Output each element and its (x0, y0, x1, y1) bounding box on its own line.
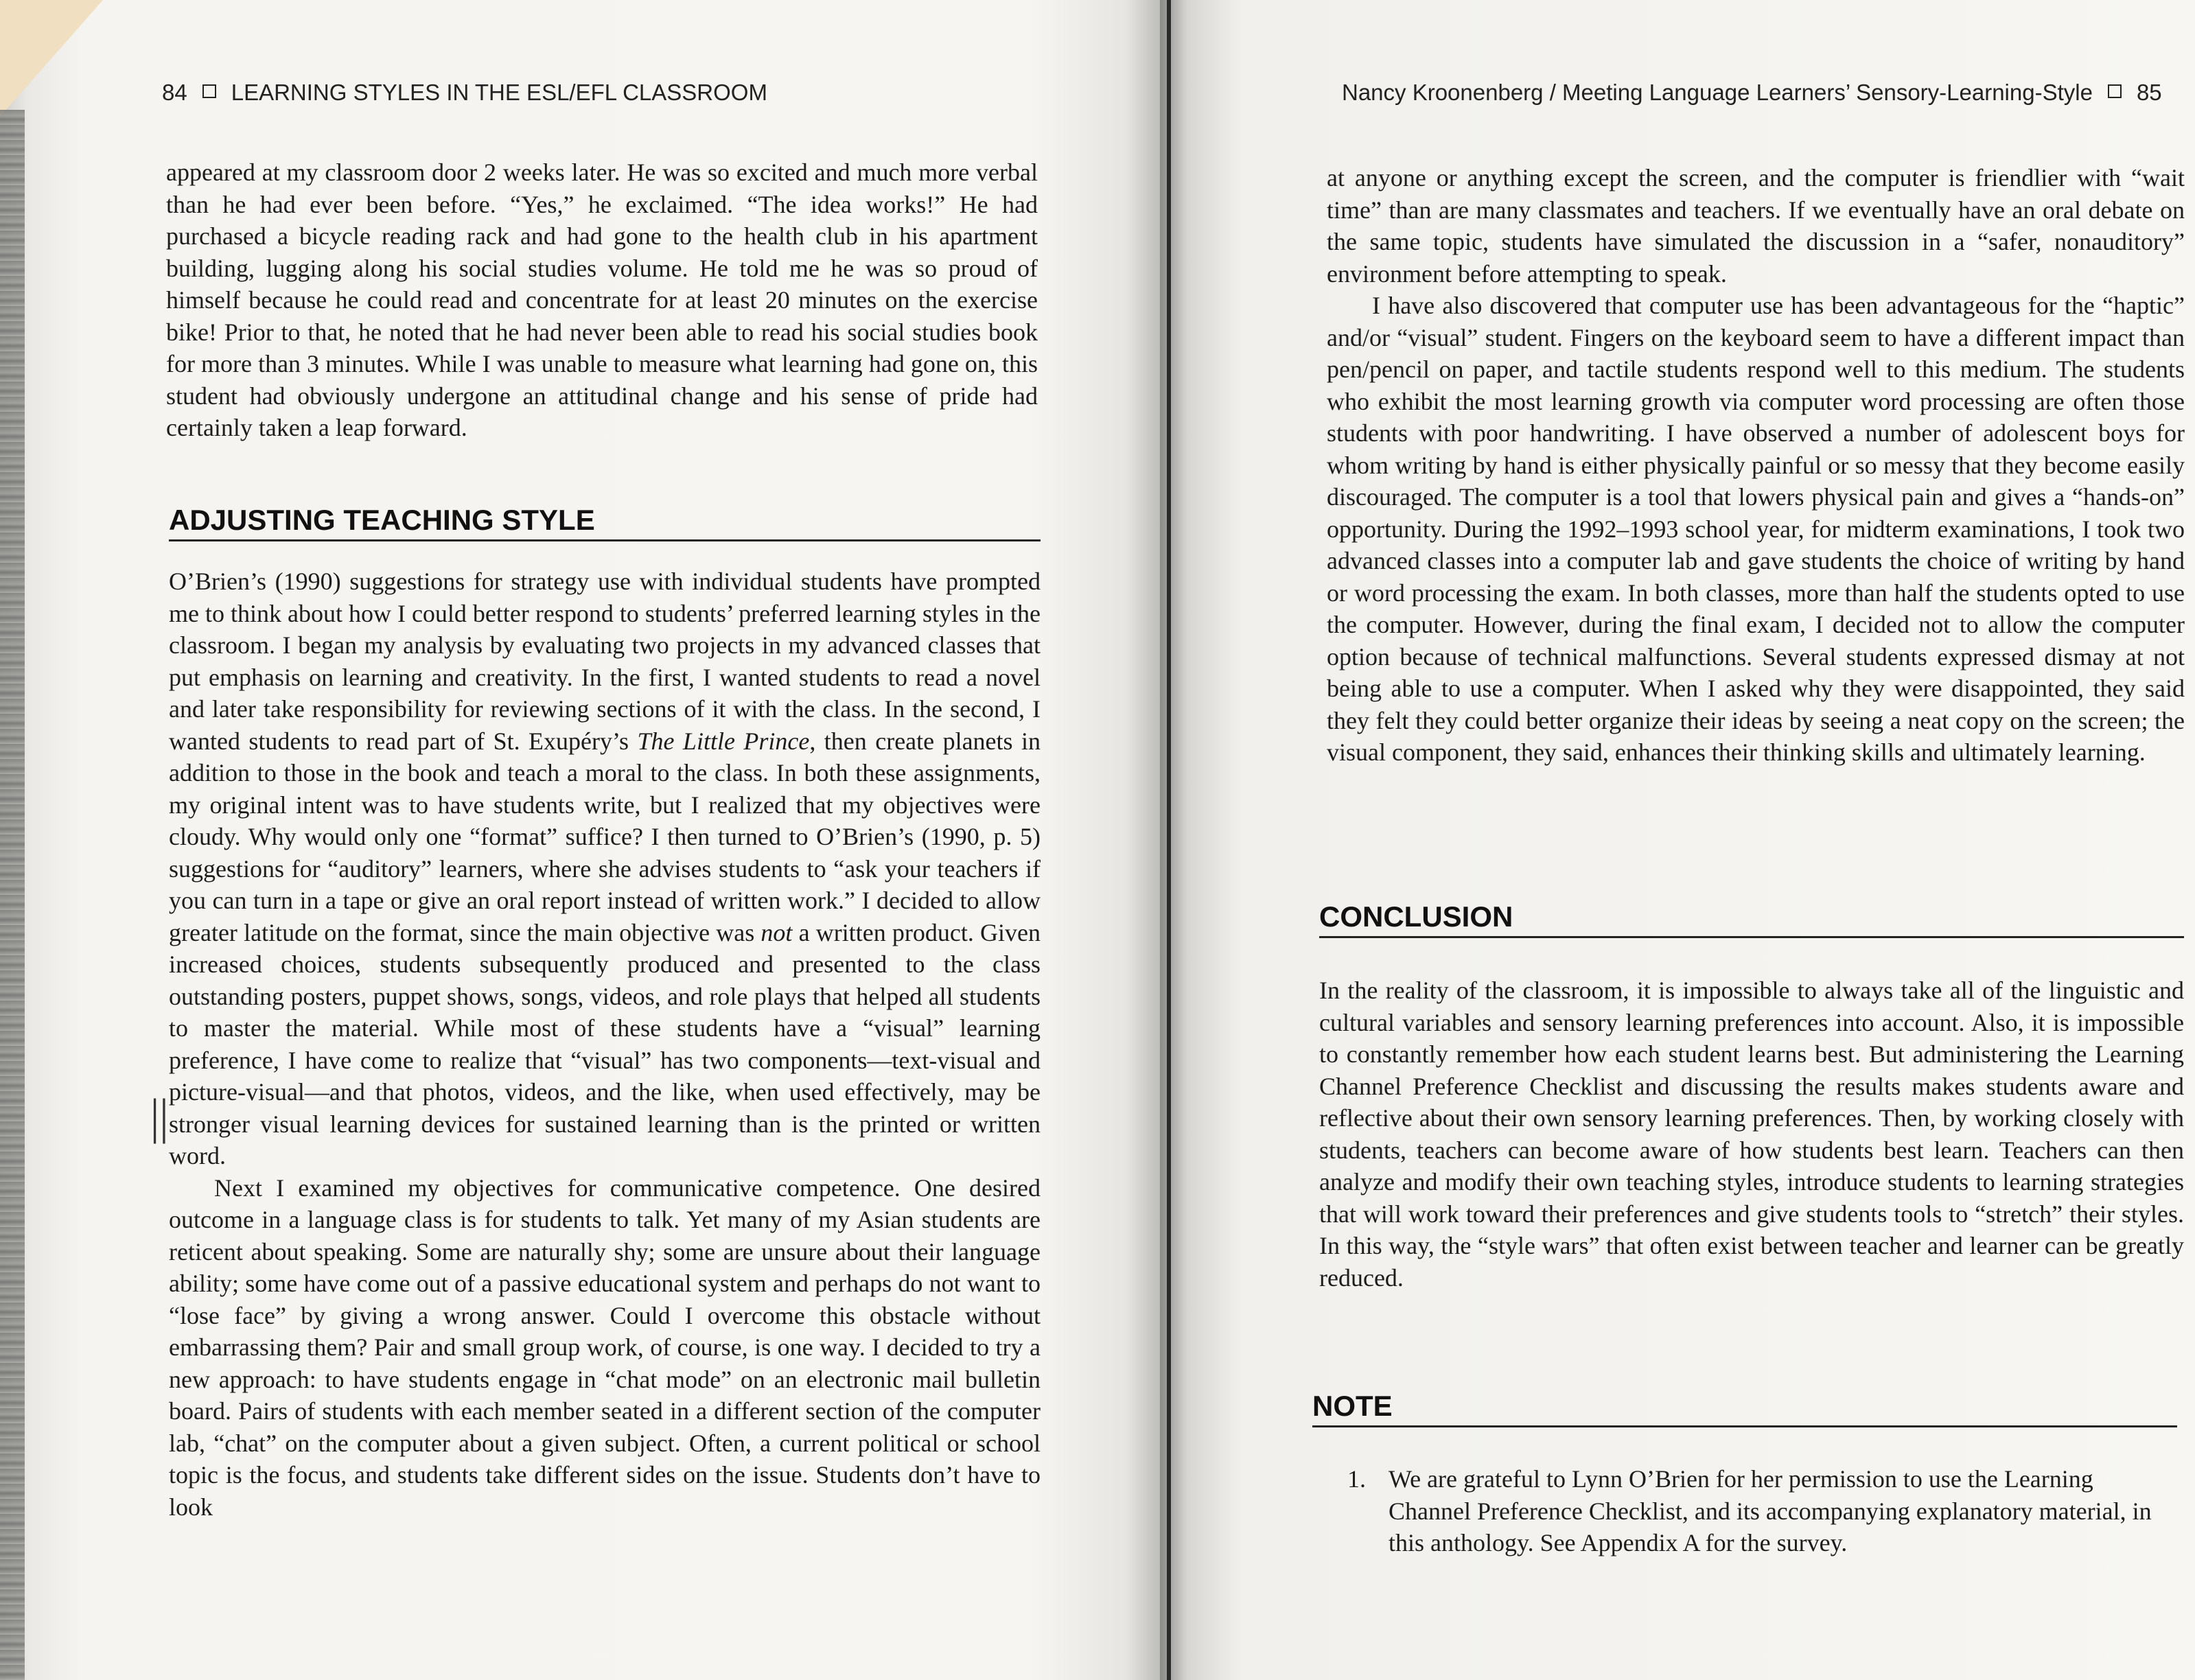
conclusion-block (1319, 975, 2184, 1294)
page-edge-shadow (0, 110, 25, 1680)
left-intro-block (166, 156, 1038, 444)
section-heading-text: ADJUSTING TEACHING STYLE (169, 504, 595, 536)
folded-corner (0, 0, 103, 117)
right-running-head-title: Nancy Kroonenberg / Meeting Language Learners’ Sensory-Learning-Style (1342, 80, 2093, 105)
text-run: O’Brien’s (1990) suggestions for strategy use with individual students have prompted me to think about how I could better respond to students’ preferred learning styles in the classroom. I began my analysis by evaluating two projects in my advanced classes that put emphasis on learning and creativity. In the first, I wanted students to read a novel and later take responsibility for reviewing sections of it with the class. In the second, I wanted students to read part of St. Exupéry’s (169, 568, 1041, 755)
square-bullet-icon (2108, 84, 2122, 98)
left-page-number: 84 (162, 80, 187, 105)
left-running-head-title: LEARNING STYLES IN THE ESL/EFL CLASSROOM (231, 80, 767, 105)
margin-annotation: || (150, 1091, 169, 1144)
book-title: The Little Prince (637, 727, 810, 755)
right-main-block (1327, 162, 2185, 769)
paragraph: I have also discovered that computer use has been advantageous for the “haptic” and/or “visual” student. Fingers on the keyboard seem to have a different impact than pen/pencil on paper, and tactile students respond well to this medium. The students who exhibit the most learning growth via computer word processing are often those students with poor handwriting. I have observed a number of adolescent boys for whom writing by hand is either physically painful or so messy that they become easily discouraged. The computer is a tool that lowers physical pain and gives a “hands-on” opportunity. During the 1992–1993 school year, for midterm examinations, I took two advanced classes into a computer lab and gave students the choice of writing by hand or word processing the exam. In both classes, more than half the students opted to use the computer. However, during the final exam, I decided not to allow the computer option because of technical malfunctions. Several students expressed dismay at not being able to use a computer. When I asked why they were disappointed, they said they felt they could better organize their ideas by seeing a neat copy on the screen; the visual component, they said, enhances their thinking skills and ultimately learning. (1327, 292, 2185, 766)
paragraph: at anyone or anything except the screen, and the computer is friendlier with “wait time” than are many classmates and teachers. If we eventually have an oral debate on the same topic, students have simulated the discussion in a “safer, nonauditory” environment before attempting to speak. (1327, 164, 2185, 288)
section-heading-text: CONCLUSION (1319, 900, 1513, 933)
book-spine (1167, 0, 1171, 1680)
note-number: 1. (1347, 1465, 1366, 1493)
text-run: a written product. Given increased choices, students subsequently produced and presented to the class outstanding posters, puppet shows, songs, videos, and role plays that helped all students to master the material. While most of these students have a “visual” learning preference, I have come to realize that “visual” has two components—text-visual and picture-visual—and that photos, videos, and the like, when used effectively, may be stronger visual learning devices for sustained learning than is the printed or written word. (169, 918, 1041, 1169)
section-heading-conclusion (1319, 900, 2184, 938)
notes-list (1347, 1463, 2168, 1559)
right-page-number: 85 (2136, 80, 2162, 105)
paragraph: Next I examined my objectives for communicative competence. One desired outcome in a language class is for students to talk. Yet many of my Asian students are reticent about speaking. Some are naturally shy; some are unsure about their language ability; some have come out of a passive educational system and perhaps do not want to “lose face” by giving a wrong answer. Could I overcome this obstacle without embarrassing them? Pair and small group work, of course, is one way. I decided to try a new approach: to have students engage in “chat mode” on an electronic mail bulletin board. Pairs of students with each member seated in a different section of the computer lab, “chat” on the computer about a given subject. Often, a current political or school topic is the focus, and students take different sides on the issue. Students don’t have to look (169, 1174, 1041, 1521)
note-text: We are grateful to Lynn O’Brien for her permission to use the Learning Channel Preference Checklist, and its accompanying explanatory material, in this anthology. See Appendix A for the survey. (1389, 1465, 2152, 1556)
notes-block (1347, 1463, 2168, 1559)
section-heading-text: NOTE (1312, 1390, 1393, 1422)
list-item (1347, 1463, 2168, 1559)
left-running-head (162, 80, 767, 106)
square-bullet-icon (202, 84, 216, 98)
right-page (1160, 0, 2195, 1680)
left-main-block (169, 565, 1041, 1523)
paragraph: In the reality of the classroom, it is impossible to always take all of the linguistic and cultural variables and sensory learning preferences into account. Also, it is impossible to constantly remember how each student learns best. But administering the Learning Channel Preference Checklist and discussing the results makes students aware and reflective about their own sensory learning preferences. Then, by working closely with students, teachers can become aware of how students best learn. Teachers can then analyze and modify their own teaching styles, introduce students to learning strategies that will work toward their preferences and give students tools to “stretch” their styles. In this way, the “style wars” that often exist between teacher and learner can be greatly reduced. (1319, 977, 2184, 1292)
paragraph (169, 565, 1041, 1172)
section-heading-note (1312, 1390, 2177, 1427)
text-run: , then create planets in addition to those in the book and teach a moral to the class. In both these assignments, my original intent was to have students write, but I realized that my objectives were cloudy. Why would only one “format” suffice? I then turned to O’Brien’s (1990, p. 5) suggestions for “auditory” learners, where she advises students to “ask your teachers if you can turn in a tape or give an oral report instead of written work.” I decided to allow greater latitude on the format, since the main objective was (169, 727, 1041, 946)
section-heading-adjusting (169, 504, 1041, 541)
right-running-head (1342, 80, 2162, 106)
emphasis: not (760, 918, 793, 946)
paragraph: appeared at my classroom door 2 weeks later. He was so excited and much more verbal than he had ever been before. “Yes,” he exclaimed. “The idea works!” He had purchased a bicycle reading rack and had gone to the health club in his apartment building, lugging along his social studies volume. He told me he was so proud of himself because he could read and concentrate for at least 20 minutes on the exercise bike! Prior to that, he noted that he had never been able to read his social studies book for more than 3 minutes. While I was unable to measure what learning had gone on, this student had obviously undergone an attitudinal change and his sense of pride had certainly taken a leap forward. (166, 159, 1038, 441)
